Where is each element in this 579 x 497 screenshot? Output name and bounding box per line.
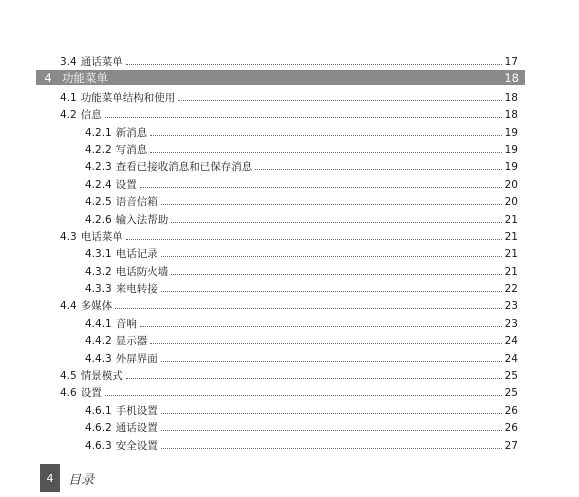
- toc-entry-page: 18: [504, 91, 518, 104]
- toc-entry-number: 4: [44, 70, 52, 85]
- toc-leader-dots: [140, 186, 502, 188]
- toc-entry[interactable]: [0, 330, 579, 347]
- toc-entry[interactable]: [0, 86, 579, 103]
- toc-entry-page: 22: [504, 283, 518, 296]
- toc-entry-title: 设置: [115, 178, 137, 191]
- toc-leader-dots: [105, 116, 502, 118]
- toc-entry[interactable]: [0, 278, 579, 295]
- toc-leader-dots: [161, 203, 502, 205]
- toc-entry-number: 4.3.3: [85, 283, 112, 296]
- toc-entry-number: 4.4.3: [85, 352, 112, 365]
- toc-entry-title: 电话记录: [115, 248, 158, 261]
- toc-entry-page: 21: [504, 213, 518, 226]
- page-number-badge: 4: [40, 464, 60, 492]
- toc-entry[interactable]: [0, 382, 579, 399]
- toc-entry-page: 25: [504, 370, 518, 383]
- toc-entry-number: 4.3: [60, 230, 77, 243]
- toc-entry[interactable]: [0, 226, 579, 243]
- toc-entry[interactable]: [0, 191, 579, 208]
- toc-entry-number: 4.4.2: [85, 335, 112, 348]
- toc-leader-dots: [150, 134, 501, 136]
- toc-entry-number: 4.4: [60, 300, 77, 313]
- toc-entry-page: 19: [504, 161, 518, 174]
- toc-entry-page: 18: [504, 70, 519, 85]
- toc-entry-page: 26: [504, 422, 518, 435]
- toc-entry-page: 24: [504, 352, 518, 365]
- toc-entry-title: 功能菜单: [62, 70, 108, 85]
- page-footer: [40, 464, 94, 492]
- toc-entry-title: 来电转接: [115, 283, 158, 296]
- toc-entry-page: 25: [504, 387, 518, 400]
- toc-entry[interactable]: [0, 347, 579, 364]
- toc-entry-number: 4.2: [60, 109, 77, 122]
- toc-leader-dots: [126, 377, 502, 379]
- toc-leader-dots: [126, 63, 502, 65]
- toc-leader-dots: [161, 447, 502, 449]
- toc-entry-number: 4.2.3: [85, 161, 112, 174]
- toc-leader-dots: [161, 290, 502, 292]
- toc-entry-number: 4.1: [60, 91, 77, 104]
- toc-entry-page: 19: [504, 143, 518, 156]
- toc-entry-number: 4.2.2: [85, 143, 112, 156]
- toc-entry-title: 电话菜单: [80, 230, 123, 243]
- toc-entry-page: 21: [504, 265, 518, 278]
- toc-entry[interactable]: [0, 139, 579, 156]
- toc-entry[interactable]: [0, 260, 579, 277]
- toc-entry[interactable]: [0, 243, 579, 260]
- toc-entry-number: 4.2.1: [85, 126, 112, 139]
- toc-entry-number: 4.5: [60, 370, 77, 383]
- toc-leader-dots: [171, 273, 501, 275]
- toc-leader-dots: [105, 394, 502, 396]
- toc-entry-title: 显示器: [115, 335, 148, 348]
- toc-leader-dots: [150, 151, 501, 153]
- toc-entry-number: 4.2.5: [85, 196, 112, 209]
- toc-entry-page: 23: [504, 317, 518, 330]
- toc-entry-number: 4.2.4: [85, 178, 112, 191]
- toc-leader-dots: [161, 429, 502, 431]
- toc-leader-dots: [178, 99, 501, 101]
- toc-entry[interactable]: [0, 208, 579, 225]
- toc-entry-page: 26: [504, 404, 518, 417]
- toc-entry[interactable]: [36, 70, 525, 85]
- toc-entry-page: 27: [504, 439, 518, 452]
- toc-entry-number: 4.4.1: [85, 317, 112, 330]
- toc-entry[interactable]: [0, 156, 579, 173]
- toc-entry-page: 19: [504, 126, 518, 139]
- toc-entry-page: 24: [504, 335, 518, 348]
- toc-entry-title: 电话防火墙: [115, 265, 169, 278]
- toc-leader-dots: [171, 221, 501, 223]
- toc-leader-dots: [255, 168, 501, 170]
- toc-entry-number: 4.6.3: [85, 439, 112, 452]
- toc-leader-dots: [161, 360, 502, 362]
- toc-entry-number: 4.2.6: [85, 213, 112, 226]
- toc-entry-number: 4.6: [60, 387, 77, 400]
- toc-entry-page: 20: [504, 178, 518, 191]
- toc-entry-number: 4.3.2: [85, 265, 112, 278]
- toc-entry[interactable]: [0, 365, 579, 382]
- toc-entry-page: 21: [504, 230, 518, 243]
- toc-entry-title: 输入法帮助: [115, 213, 169, 226]
- toc-entry[interactable]: [0, 295, 579, 312]
- toc-entry[interactable]: [0, 173, 579, 190]
- toc-entry-title: 语音信箱: [115, 196, 158, 209]
- toc-entry-title: 手机设置: [115, 404, 158, 417]
- toc-entry[interactable]: [0, 121, 579, 138]
- toc-entry-title: 写消息: [115, 143, 148, 156]
- toc-entry-title: 情景模式: [80, 370, 123, 383]
- toc-entry-title: 功能菜单结构和使用: [80, 91, 176, 104]
- toc-entry[interactable]: [0, 399, 579, 416]
- toc-leader-dots: [161, 412, 502, 414]
- toc-entry-page: 18: [504, 109, 518, 122]
- toc-leader-dots: [161, 255, 502, 257]
- toc-leader-dots: [115, 307, 501, 309]
- toc-entry-page: 21: [504, 248, 518, 261]
- toc-entry-title: 外屏界面: [115, 352, 158, 365]
- toc-entry-number: 3.4: [60, 56, 77, 69]
- footer-label: 目录: [68, 472, 95, 488]
- toc-entry-title: 安全设置: [115, 439, 158, 452]
- toc-entry-page: 20: [504, 196, 518, 209]
- toc-entry-title: 音响: [115, 317, 137, 330]
- toc-entry[interactable]: [0, 51, 579, 68]
- toc-entry-title: 查看已接收消息和已保存消息: [115, 161, 253, 174]
- toc-entry-title: 设置: [80, 387, 102, 400]
- toc-entry-title: 通话菜单: [80, 56, 123, 69]
- toc-entry-title: 信息: [80, 109, 102, 122]
- toc-entry-page: 17: [504, 56, 518, 69]
- toc-leader-dots: [126, 238, 502, 240]
- toc-entry-title: 通话设置: [115, 422, 158, 435]
- toc-entry-page: 23: [504, 300, 518, 313]
- toc-entry[interactable]: [0, 104, 579, 121]
- toc-leader-dots: [140, 325, 502, 327]
- toc-entry-number: 4.6.1: [85, 404, 112, 417]
- toc-entry-title: 多媒体: [80, 300, 113, 313]
- toc-entry[interactable]: [0, 417, 579, 434]
- toc-entry-title: 新消息: [115, 126, 148, 139]
- toc-entry-number: 4.6.2: [85, 422, 112, 435]
- toc-entry[interactable]: [0, 312, 579, 329]
- toc-entry[interactable]: [0, 434, 579, 451]
- toc-entry-number: 4.3.1: [85, 248, 112, 261]
- toc-leader-dots: [150, 342, 501, 344]
- table-of-contents: [0, 51, 579, 452]
